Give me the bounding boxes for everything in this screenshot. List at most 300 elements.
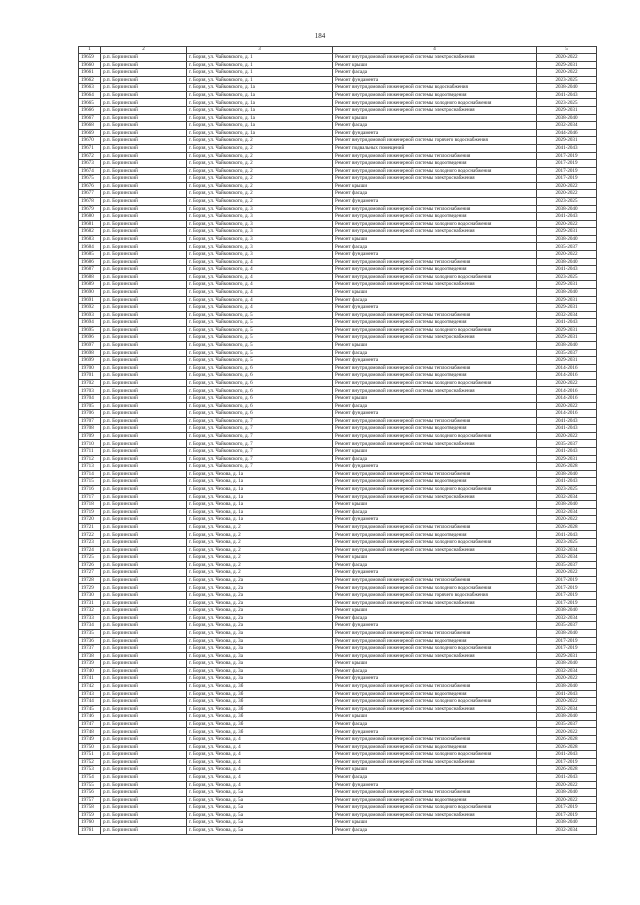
municipality: р.п. Борзинский [101,61,187,69]
row-number: 19745 [79,705,101,713]
address: г. Борзя, ул. Чайковского, д. 4 [187,288,333,296]
row-number: 19714 [79,470,101,478]
table-row [79,91,597,99]
work-type: Ремонт фундамента [333,410,537,418]
address: г. Борзя, ул. Чайковского, д. 6 [187,372,333,380]
table-row [79,228,597,236]
table-row [79,99,597,107]
municipality: р.п. Борзинский [101,645,187,653]
row-number: 19673 [79,160,101,168]
municipality: р.п. Борзинский [101,129,187,137]
address: г. Борзя, ул. Чайковского, д. 3 [187,251,333,259]
work-type: Ремонт крыши [333,607,537,615]
table-row [79,485,597,493]
municipality: р.п. Борзинский [101,478,187,486]
row-number: 19693 [79,311,101,319]
table-row [79,84,597,92]
address: г. Борзя, ул. Чехова, д. 1а [187,485,333,493]
table-row [79,493,597,501]
row-number: 19746 [79,713,101,721]
row-number: 19672 [79,152,101,160]
address: г. Борзя, ул. Чайковского, д. 1 [187,76,333,84]
municipality: р.п. Борзинский [101,592,187,600]
work-type: Ремонт внутридомовой инженерной системы водоотведения [333,425,537,433]
work-type: Ремонт внутридомовой инженерной системы холодного водоснабжения [333,698,537,706]
work-type: Ремонт фундамента [333,675,537,683]
row-number: 19669 [79,129,101,137]
work-type: Ремонт фасада [333,826,537,834]
address: г. Борзя, ул. Чайковского, д. 4 [187,304,333,312]
municipality: р.п. Борзинский [101,440,187,448]
table-row [79,584,597,592]
period: 2017-2019 [537,584,597,592]
municipality: р.п. Борзинский [101,334,187,342]
municipality: р.п. Борзинский [101,213,187,221]
row-number: 19724 [79,546,101,554]
work-type: Ремонт внутридомовой инженерной системы холодного водоснабжения [333,379,537,387]
address: г. Борзя, ул. Чайковского, д. 3 [187,220,333,228]
period: 2017-2019 [537,811,597,819]
period: 2014-2016 [537,364,597,372]
period: 2029-2031 [537,304,597,312]
row-number: 19706 [79,410,101,418]
work-type: Ремонт внутридомовой инженерной системы теплоснабжения [333,523,537,531]
period: 2017-2019 [537,167,597,175]
municipality: р.п. Борзинский [101,766,187,774]
work-type: Ремонт внутридомовой инженерной системы водоотведения [333,213,537,221]
table-row [79,629,597,637]
address: г. Борзя, ул. Чайковского, д. 3 [187,213,333,221]
row-number: 19663 [79,84,101,92]
row-number: 19681 [79,220,101,228]
address: г. Борзя, ул. Чайковского, д. 3 [187,205,333,213]
table-row [79,266,597,274]
period: 2014-2016 [537,410,597,418]
period: 2041-2043 [537,531,597,539]
municipality: р.п. Борзинский [101,425,187,433]
table-row [79,478,597,486]
municipality: р.п. Борзинский [101,273,187,281]
work-type: Ремонт крыши [333,713,537,721]
address: г. Борзя, ул. Чехова, д. 5а [187,796,333,804]
row-number: 19683 [79,235,101,243]
table-row [79,448,597,456]
row-number: 19734 [79,622,101,630]
address: г. Борзя, ул. Чехова, д. 4 [187,736,333,744]
period: 2041-2043 [537,417,597,425]
work-type: Ремонт внутридомовой инженерной системы теплоснабжения [333,789,537,797]
period: 2020-2022 [537,728,597,736]
address: г. Борзя, ул. Чехова, д. 2а [187,614,333,622]
address: г. Борзя, ул. Чехова, д. 3а [187,637,333,645]
address: г. Борзя, ул. Чайковского, д. 2 [187,144,333,152]
municipality: р.п. Борзинский [101,364,187,372]
row-number: 19725 [79,554,101,562]
municipality: р.п. Борзинский [101,304,187,312]
period: 2026-2028 [537,766,597,774]
table-row [79,728,597,736]
row-number: 19721 [79,523,101,531]
municipality: р.п. Борзинский [101,561,187,569]
work-type: Ремонт внутридомовой инженерной системы электроснабжения [333,281,537,289]
municipality: р.п. Борзинский [101,675,187,683]
period: 2020-2022 [537,69,597,77]
table-row [79,758,597,766]
municipality: р.п. Борзинский [101,652,187,660]
table-row [79,705,597,713]
period: 2020-2022 [537,516,597,524]
row-number: 19741 [79,675,101,683]
address: г. Борзя, ул. Чехова, д. 2 [187,569,333,577]
address: г. Борзя, ул. Чехова, д. 1а [187,470,333,478]
address: г. Борзя, ул. Чайковского, д. 2 [187,190,333,198]
period: 2023-2025 [537,197,597,205]
table-row [79,197,597,205]
municipality: р.п. Борзинский [101,622,187,630]
address: г. Борзя, ул. Чехова, д. 2 [187,561,333,569]
row-number: 19704 [79,395,101,403]
work-type: Ремонт внутридомовой инженерной системы электроснабжения [333,811,537,819]
work-type: Ремонт фундамента [333,129,537,137]
row-number: 19700 [79,364,101,372]
table-row [79,682,597,690]
table-row [79,751,597,759]
period: 2029-2031 [537,296,597,304]
row-number: 19755 [79,781,101,789]
work-type: Ремонт фасада [333,667,537,675]
period: 2032-2034 [537,122,597,130]
period: 2026-2028 [537,736,597,744]
work-type: Ремонт крыши [333,61,537,69]
municipality: р.п. Борзинский [101,54,187,62]
table-row [79,379,597,387]
municipality: р.п. Борзинский [101,614,187,622]
address: г. Борзя, ул. Чайковского, д. 6 [187,395,333,403]
work-type: Ремонт внутридомовой инженерной системы горячего водоснабжения [333,137,537,145]
municipality: р.п. Борзинский [101,819,187,827]
work-type: Ремонт крыши [333,501,537,509]
row-number: 19727 [79,569,101,577]
row-number: 19757 [79,796,101,804]
row-number: 19699 [79,357,101,365]
municipality: р.п. Борзинский [101,531,187,539]
table-row [79,523,597,531]
work-type: Ремонт внутридомовой инженерной системы водоотведения [333,91,537,99]
municipality: р.п. Борзинский [101,569,187,577]
row-number: 19711 [79,448,101,456]
table-row [79,501,597,509]
address: г. Борзя, ул. Чайковского, д. 1 [187,54,333,62]
work-type: Ремонт крыши [333,235,537,243]
table-row [79,826,597,834]
period: 2020-2022 [537,182,597,190]
municipality: р.п. Борзинский [101,501,187,509]
work-type: Ремонт крыши [333,448,537,456]
row-number: 19742 [79,682,101,690]
work-type: Ремонт крыши [333,288,537,296]
address: г. Борзя, ул. Чехова, д. 5а [187,819,333,827]
address: г. Борзя, ул. Чайковского, д. 2 [187,152,333,160]
municipality: р.п. Борзинский [101,357,187,365]
period: 2032-2034 [537,705,597,713]
address: г. Борзя, ул. Чайковского, д. 7 [187,417,333,425]
row-number: 19749 [79,736,101,744]
row-number: 19687 [79,266,101,274]
table-row [79,690,597,698]
table-body [79,54,597,835]
municipality: р.п. Борзинский [101,448,187,456]
work-type: Ремонт внутридомовой инженерной системы теплоснабжения [333,205,537,213]
address: г. Борзя, ул. Чайковского, д. 4 [187,266,333,274]
municipality: р.п. Борзинский [101,508,187,516]
row-number: 19696 [79,334,101,342]
municipality: р.п. Борзинский [101,402,187,410]
work-type: Ремонт внутридомовой инженерной системы холодного водоснабжения [333,326,537,334]
work-type: Ремонт фасада [333,122,537,130]
work-type: Ремонт фундамента [333,622,537,630]
address: г. Борзя, ул. Чехова, д. 2а [187,584,333,592]
address: г. Борзя, ул. Чайковского, д. 2 [187,137,333,145]
table-row [79,811,597,819]
work-type: Ремонт подвальных помещений [333,144,537,152]
municipality: р.п. Борзинский [101,690,187,698]
period: 2038-2040 [537,789,597,797]
municipality: р.п. Борзинский [101,182,187,190]
row-number: 19712 [79,455,101,463]
row-number: 19752 [79,758,101,766]
work-type: Ремонт фасада [333,720,537,728]
municipality: р.п. Борзинский [101,288,187,296]
address: г. Борзя, ул. Чайковского, д. 7 [187,463,333,471]
period: 2020-2022 [537,675,597,683]
row-number: 19750 [79,743,101,751]
period: 2038-2040 [537,235,597,243]
period: 2041-2043 [537,213,597,221]
work-type: Ремонт внутридомовой инженерной системы холодного водоснабжения [333,220,537,228]
table-row [79,364,597,372]
table-row [79,61,597,69]
address: г. Борзя, ул. Чайковского, д. 2 [187,167,333,175]
row-number: 19754 [79,773,101,781]
row-number: 19710 [79,440,101,448]
work-type: Ремонт внутридомовой инженерной системы электроснабжения [333,599,537,607]
municipality: р.п. Борзинский [101,637,187,645]
municipality: р.п. Борзинский [101,190,187,198]
period: 2026-2028 [537,743,597,751]
table-row [79,773,597,781]
work-type: Ремонт фундамента [333,251,537,259]
header-col-4: 4 [333,47,537,54]
address: г. Борзя, ул. Чайковского, д. 2 [187,175,333,183]
header-col-1: 1 [79,47,101,54]
municipality: р.п. Борзинский [101,152,187,160]
work-type: Ремонт фундамента [333,728,537,736]
table-row [79,652,597,660]
period: 2041-2043 [537,144,597,152]
municipality: р.п. Борзинский [101,773,187,781]
row-number: 19671 [79,144,101,152]
work-type: Ремонт внутридомовой инженерной системы водоотведения [333,266,537,274]
address: г. Борзя, ул. Чехова, д. 3б [187,728,333,736]
period: 2038-2040 [537,607,597,615]
period: 2029-2031 [537,107,597,115]
row-number: 19756 [79,789,101,797]
municipality: р.п. Борзинский [101,660,187,668]
work-type: Ремонт фундамента [333,357,537,365]
period: 2035-2037 [537,561,597,569]
row-number: 19689 [79,281,101,289]
table-row [79,243,597,251]
work-type: Ремонт внутридомовой инженерной системы водоотведения [333,796,537,804]
period: 2020-2022 [537,781,597,789]
address: г. Борзя, ул. Чайковского, д. 1а [187,129,333,137]
work-type: Ремонт внутридомовой инженерной системы горячего водоснабжения [333,592,537,600]
municipality: р.п. Борзинский [101,205,187,213]
table-row [79,296,597,304]
address: г. Борзя, ул. Чехова, д. 1а [187,508,333,516]
municipality: р.п. Борзинский [101,266,187,274]
period: 2038-2040 [537,713,597,721]
table-row [79,789,597,797]
work-type: Ремонт внутридомовой инженерной системы холодного водоснабжения [333,167,537,175]
address: г. Борзя, ул. Чехова, д. 4 [187,766,333,774]
municipality: р.п. Борзинский [101,341,187,349]
address: г. Борзя, ул. Чехова, д. 2 [187,539,333,547]
work-type: Ремонт крыши [333,114,537,122]
address: г. Борзя, ул. Чехова, д. 3б [187,713,333,721]
header-row [79,47,597,54]
period: 2038-2040 [537,288,597,296]
period: 2032-2034 [537,508,597,516]
row-number: 19675 [79,175,101,183]
municipality: р.п. Борзинский [101,736,187,744]
period: 2020-2022 [537,432,597,440]
table-row [79,417,597,425]
work-type: Ремонт внутридомовой инженерной системы холодного водоснабжения [333,273,537,281]
municipality: р.п. Борзинский [101,485,187,493]
row-number: 19751 [79,751,101,759]
period: 2029-2031 [537,334,597,342]
period: 2041-2043 [537,91,597,99]
table-row [79,304,597,312]
period: 2029-2031 [537,326,597,334]
row-number: 19682 [79,228,101,236]
row-number: 19674 [79,167,101,175]
row-number: 19662 [79,76,101,84]
address: г. Борзя, ул. Чехова, д. 2 [187,546,333,554]
header-col-5: 5 [537,47,597,54]
table-row [79,402,597,410]
address: г. Борзя, ул. Чайковского, д. 2 [187,160,333,168]
period: 2020-2022 [537,190,597,198]
address: г. Борзя, ул. Чайковского, д. 1а [187,122,333,130]
period: 2038-2040 [537,629,597,637]
work-type: Ремонт фасада [333,190,537,198]
municipality: р.п. Борзинский [101,796,187,804]
row-number: 19666 [79,107,101,115]
address: г. Борзя, ул. Чайковского, д. 3 [187,235,333,243]
municipality: р.п. Борзинский [101,326,187,334]
municipality: р.п. Борзинский [101,463,187,471]
row-number: 19678 [79,197,101,205]
period: 2041-2043 [537,773,597,781]
address: г. Борзя, ул. Чайковского, д. 5 [187,341,333,349]
period: 2017-2019 [537,152,597,160]
row-number: 19732 [79,607,101,615]
address: г. Борзя, ул. Чехова, д. 5а [187,811,333,819]
municipality: р.п. Борзинский [101,698,187,706]
period: 2032-2034 [537,826,597,834]
period: 2020-2022 [537,569,597,577]
table-row [79,463,597,471]
address: г. Борзя, ул. Чехова, д. 5а [187,804,333,812]
address: г. Борзя, ул. Чехова, д. 1а [187,478,333,486]
table-row [79,114,597,122]
work-type: Ремонт фасада [333,296,537,304]
row-number: 19679 [79,205,101,213]
municipality: р.п. Борзинский [101,84,187,92]
row-number: 19718 [79,501,101,509]
address: г. Борзя, ул. Чайковского, д. 2 [187,197,333,205]
address: г. Борзя, ул. Чехова, д. 3а [187,667,333,675]
address: г. Борзя, ул. Чехова, д. 5а [187,789,333,797]
address: г. Борзя, ул. Чайковского, д. 6 [187,402,333,410]
row-number: 19661 [79,69,101,77]
table-row [79,432,597,440]
period: 2044-2046 [537,129,597,137]
work-type: Ремонт внутридомовой инженерной системы теплоснабжения [333,682,537,690]
table-row [79,395,597,403]
address: г. Борзя, ул. Чайковского, д. 4 [187,273,333,281]
municipality: р.п. Борзинский [101,167,187,175]
period: 2041-2043 [537,266,597,274]
row-number: 19753 [79,766,101,774]
table-row [79,508,597,516]
municipality: р.п. Борзинский [101,296,187,304]
address: г. Борзя, ул. Чехова, д. 2 [187,554,333,562]
municipality: р.п. Борзинский [101,804,187,812]
address: г. Борзя, ул. Чайковского, д. 5 [187,334,333,342]
municipality: р.п. Борзинский [101,311,187,319]
table-row [79,54,597,62]
row-number: 19659 [79,54,101,62]
municipality: р.п. Борзинский [101,107,187,115]
table-row [79,781,597,789]
work-type: Ремонт внутридомовой инженерной системы электроснабжения [333,705,537,713]
work-type: Ремонт фасада [333,69,537,77]
table-row [79,561,597,569]
table-row [79,235,597,243]
municipality: р.п. Борзинский [101,546,187,554]
row-number: 19691 [79,296,101,304]
address: г. Борзя, ул. Чехова, д. 3а [187,675,333,683]
period: 2020-2022 [537,251,597,259]
table-row [79,470,597,478]
municipality: р.п. Борзинский [101,372,187,380]
row-number: 19722 [79,531,101,539]
work-type: Ремонт внутридомовой инженерной системы электроснабжения [333,54,537,62]
period: 2041-2043 [537,319,597,327]
table-row [79,311,597,319]
address: г. Борзя, ул. Чайковского, д. 4 [187,258,333,266]
row-number: 19665 [79,99,101,107]
municipality: р.п. Борзинский [101,122,187,130]
period: 2017-2019 [537,804,597,812]
row-number: 19713 [79,463,101,471]
address: г. Борзя, ул. Чехова, д. 3а [187,660,333,668]
row-number: 19664 [79,91,101,99]
row-number: 19719 [79,508,101,516]
